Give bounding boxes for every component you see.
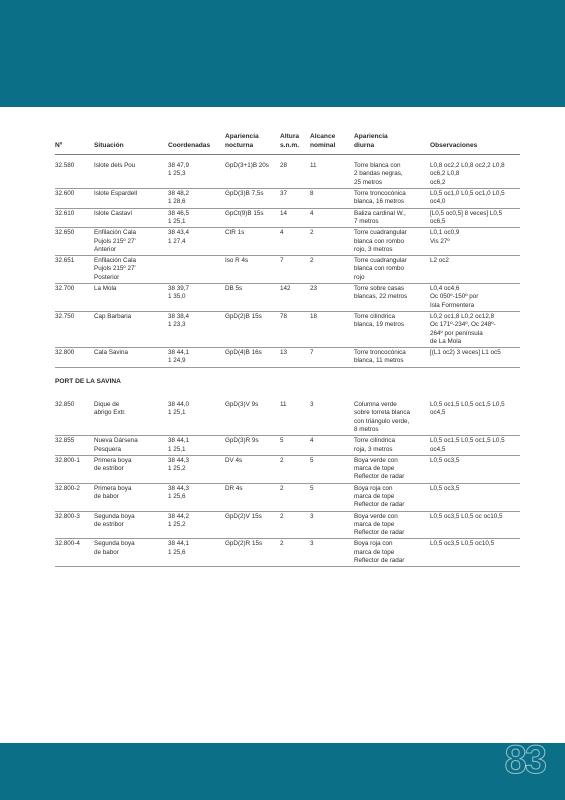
cell-nocturna: GpD(2)V 15s [225,511,280,539]
cell-situacion: Cap Barbaria [94,311,168,347]
cell-no: 32.800-3 [55,511,94,539]
cell-diurna: Torre cuadrangular blanca con rombo rojo [354,256,430,284]
cell-nocturna: GpD(2)R 15s [225,539,280,567]
cell-nocturna: Iso R 4s [225,256,280,284]
cell-situacion: La Mola [94,284,168,312]
table-row [55,189,520,209]
cell-coordenadas [168,256,225,284]
footer-band [0,743,565,800]
cell-alcance: 4 [310,208,354,228]
table-row [55,400,520,436]
cell-altura: 28 [280,161,310,188]
table-row [55,539,520,567]
cell-diurna: Torre cilíndrica blanca, 19 metros [354,311,430,347]
table-body-main [55,155,520,368]
cell-altura: 14 [280,208,310,228]
cell-situacion: Islote Castaví [94,208,168,228]
cell-alcance: 4 [310,436,354,456]
cell-alcance: 8 [310,189,354,209]
table-row [55,455,520,483]
cell-observaciones: L0,5 oc1,5 L0,5 oc1,5 L0,5 oc4,5 [430,436,520,456]
page-number: 83 [504,738,545,782]
cell-altura: 11 [280,400,310,436]
cell-diurna: Boya verde con marca de tope Reflector de radar [354,455,430,483]
cell-coordenadas: 38 44,3 1 25,2 [168,455,225,483]
table-row [55,348,520,368]
cell-no: 32.600 [55,189,94,209]
cell-alcance: 11 [310,161,354,188]
table-row [55,256,520,284]
cell-coordenadas: 38 44,0 1 25,1 [168,400,225,436]
cell-observaciones: L2 oc2 [430,256,520,284]
cell-nocturna: GpD(3)R 9s [225,436,280,456]
cell-nocturna: GpD(2)B 15s [225,311,280,347]
cell-situacion: Dique de abrigo Extr. [94,400,168,436]
cell-diurna: Torre troncocónica blanca, 11 metros [354,348,430,368]
header-altura: Altura s.n.m. [280,133,310,155]
table-row [55,311,520,347]
lighthouse-table [55,133,520,567]
cell-alcance: 23 [310,284,354,312]
cell-no: 32.850 [55,400,94,436]
cell-coordenadas: 38 44,1 1 24,9 [168,348,225,368]
cell-diurna: Torre sobre casas blancas, 22 metros [354,284,430,312]
cell-diurna: Baliza cardinal W., 7 metros [354,208,430,228]
cell-altura: 142 [280,284,310,312]
cell-situacion: Segunda boya de babor [94,539,168,567]
table-row [55,511,520,539]
cell-alcance: 7 [310,348,354,368]
cell-nocturna: GpCt(9)B 15s [225,208,280,228]
cell-coordenadas: 38 38,4 1 23,3 [168,311,225,347]
cell-alcance: 18 [310,311,354,347]
cell-diurna: Torre blanca con 2 bandas negras, 25 metros [354,161,430,188]
cell-nocturna: GpD(3+1)B 20s [225,161,280,188]
cell-diurna: Torre cilíndrica roja, 3 metros [354,436,430,456]
cell-altura: 2 [280,539,310,567]
cell-situacion: Islote Espardell [94,189,168,209]
cell-no: 32.580 [55,161,94,188]
cell-altura: 2 [280,455,310,483]
section-heading-body [55,367,520,400]
cell-situacion: Primera boya de estribor [94,455,168,483]
cell-situacion: Segunda boya de estribor [94,511,168,539]
cell-coordenadas: 38 47,9 1 25,3 [168,161,225,188]
table-body-port [55,400,520,567]
cell-alcance: 3 [310,511,354,539]
cell-nocturna: GpD(3)V 9s [225,400,280,436]
cell-altura: 78 [280,311,310,347]
cell-no: 32.800 [55,348,94,368]
cell-nocturna: DR 4s [225,483,280,511]
section-row [55,367,520,400]
cell-diurna: Columna verde sobre torreta blanca con triángulo verde, 8 metros [354,400,430,436]
cell-situacion: Cala Savina [94,348,168,368]
cell-altura: 2 [280,511,310,539]
cell-observaciones: L0,5 oc1,0 L0,5 oc1,0 L0,5 oc4,0 [430,189,520,209]
table-row [55,208,520,228]
header-band [0,0,565,107]
cell-observaciones: L0,4 oc4,6 Oc 050º-150º por Isla Formentera [430,284,520,312]
cell-nocturna: DB 5s [225,284,280,312]
cell-coordenadas: 38 43,4 1 27,4 [168,228,225,256]
cell-no: 32.650 [55,228,94,256]
cell-observaciones: [L0,5 oc0,5] 8 veces] L0,5 oc6,5 [430,208,520,228]
cell-altura: 7 [280,256,310,284]
cell-observaciones: L0,5 oc3,5 L0,5 oc oc10,5 [430,511,520,539]
cell-coordenadas: 38 44,2 1 25,2 [168,511,225,539]
header-coordenadas: Coordenadas [168,133,225,155]
cell-alcance: 5 [310,483,354,511]
cell-no: 32.800-4 [55,539,94,567]
cell-coordenadas: 38 44,1 1 25,6 [168,539,225,567]
cell-no: 32.800-2 [55,483,94,511]
cell-altura: 4 [280,228,310,256]
cell-observaciones: L0,5 oc1,5 L0,5 oc1,5 L0,5 oc4,5 [430,400,520,436]
cell-observaciones: L0,5 oc3,5 L0,5 oc10,5 [430,539,520,567]
cell-coordenadas: 38 44,1 1 25,1 [168,436,225,456]
cell-situacion: Enfilación Cala Pujols 215º 27' Posterior [94,256,168,284]
cell-altura: 5 [280,436,310,456]
cell-alcance: 5 [310,455,354,483]
table-row [55,483,520,511]
header-apariencia-nocturna: Apariencia nocturna [225,133,280,155]
header-situacion: Situación [94,133,168,155]
cell-nocturna: GpD(3)B 7,5s [225,189,280,209]
header-observaciones: Observaciones [430,133,520,155]
cell-diurna: Boya roja con marca de tope Reflector de radar [354,483,430,511]
cell-no: 32.855 [55,436,94,456]
cell-observaciones: L0,8 oc2,2 L0,8 oc2,2 L0,8 oc6,2 L0,8 oc6,2 [430,161,520,188]
cell-observaciones: L0,2 oc1,8 L0,2 oc12,8 Oc 171º-234º, Oc 248º- 264º por península de La Mola [430,311,520,347]
cell-situacion: Primera boya de babor [94,483,168,511]
cell-no: 32.700 [55,284,94,312]
cell-coordenadas: 38 48,2 1 28,6 [168,189,225,209]
cell-altura: 13 [280,348,310,368]
cell-situacion: Nueva Dársena Pesquera [94,436,168,456]
cell-coordenadas: 38 46,5 1 25,1 [168,208,225,228]
cell-situacion: Islote dels Pou [94,161,168,188]
cell-observaciones: L0,1 oc0,9 Vis 27º [430,228,520,256]
cell-coordenadas: 38 39,7 1 35,0 [168,284,225,312]
cell-no: 32.610 [55,208,94,228]
cell-diurna: Torre troncocónica blanca, 16 metros [354,189,430,209]
cell-nocturna: DV 4s [225,455,280,483]
table-row [55,436,520,456]
header-alcance: Alcance nominal [310,133,354,155]
cell-no: 32.651 [55,256,94,284]
cell-nocturna: CtR 1s [225,228,280,256]
cell-nocturna: GpD(4)B 16s [225,348,280,368]
header-no: Nº [55,133,94,155]
cell-observaciones: L0,5 oc3,5 [430,455,520,483]
header-apariencia-diurna: Apariencia diurna [354,133,430,155]
cell-alcance: 3 [310,400,354,436]
cell-diurna: Boya roja con marca de tope Reflector de radar [354,539,430,567]
cell-coordenadas: 38 44,3 1 25,6 [168,483,225,511]
cell-altura: 2 [280,483,310,511]
cell-alcance: 2 [310,256,354,284]
cell-observaciones: [(L1 oc2) 3 veces] L1 oc5 [430,348,520,368]
cell-alcance: 3 [310,539,354,567]
cell-situacion: Enfilación Cala Pujols 215º 27' Anterior [94,228,168,256]
table-header-row [55,133,520,155]
table-row [55,228,520,256]
cell-diurna: Torre cuadrangular blanca con rombo rojo, 3 metros [354,228,430,256]
table-row [55,284,520,312]
cell-alcance: 2 [310,228,354,256]
cell-diurna: Boya verde con marca de tope Reflector de radar [354,511,430,539]
section-title: PORT DE LA SAVINA [55,377,121,385]
table-row [55,161,520,188]
cell-no: 32.750 [55,311,94,347]
cell-no: 32.800-1 [55,455,94,483]
cell-altura: 37 [280,189,310,209]
cell-observaciones: L0,5 oc3,5 [430,483,520,511]
